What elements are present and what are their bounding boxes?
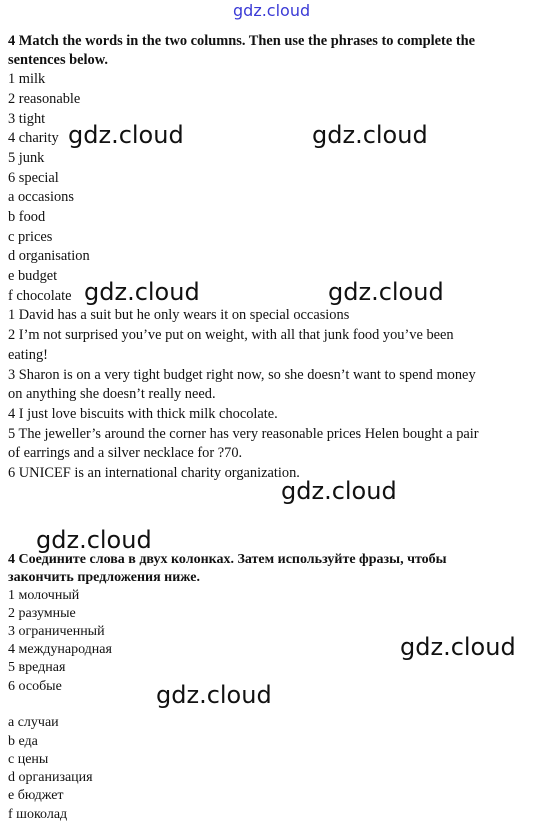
watermark-text: gdz.cloud	[281, 477, 397, 505]
exercise-heading-en-line1: 4 Match the words in the two columns. Then use the phrases to complete the	[8, 33, 476, 49]
ru-word-item-c: c цены	[8, 752, 49, 767]
exercise-heading-ru-line1: 4 Соедините слова в двух колонках. Затем используйте фразы, чтобы	[8, 552, 447, 567]
answer-sentence-2-cont: eating!	[8, 347, 48, 363]
ru-word-item-6: 6 особые	[8, 679, 62, 694]
ru-word-item-b: b еда	[8, 734, 38, 749]
ru-word-item-2: 2 разумные	[8, 606, 76, 621]
watermark-text: gdz.cloud	[156, 681, 272, 709]
ru-word-item-a: a случаи	[8, 715, 59, 730]
watermark-text: gdz.cloud	[312, 121, 428, 149]
ru-word-item-1: 1 молочный	[8, 588, 80, 603]
answer-sentence-2: 2 I’m not surprised you’ve put on weight, with all that junk food you’ve been	[8, 327, 454, 343]
word-item-chocolate: f chocolate	[8, 288, 72, 304]
word-item-organisation: d organisation	[8, 248, 90, 264]
answer-sentence-6: 6 UNICEF is an international charity organization.	[8, 465, 300, 481]
word-item-junk: 5 junk	[8, 150, 45, 166]
ru-word-item-f: f шоколад	[8, 807, 68, 822]
watermark-text: gdz.cloud	[36, 526, 152, 554]
answer-sentence-3-cont: on anything she doesn’t really need.	[8, 386, 216, 402]
answer-sentence-5: 5 The jeweller’s around the corner has very reasonable prices Helen bought a pair	[8, 426, 479, 442]
word-item-special: 6 special	[8, 170, 59, 186]
word-item-milk: 1 milk	[8, 71, 46, 87]
watermark-text: gdz.cloud	[68, 121, 184, 149]
watermark-header: gdz.cloud	[233, 1, 311, 20]
watermark-text: gdz.cloud	[84, 278, 200, 306]
ru-word-item-3: 3 ограниченный	[8, 624, 105, 639]
answer-sentence-5-cont: of earrings and a silver necklace for ?70.	[8, 445, 243, 461]
exercise-heading-ru-line2: закончить предложения ниже.	[8, 570, 200, 585]
ru-word-item-e: e бюджет	[8, 788, 64, 803]
word-item-food: b food	[8, 209, 46, 225]
answer-sentence-3: 3 Sharon is on a very tight budget right now, so she doesn’t want to spend money	[8, 367, 476, 383]
answer-sentence-1: 1 David has a suit but he only wears it on special occasions	[8, 307, 350, 323]
watermark-text: gdz.cloud	[328, 278, 444, 306]
word-item-charity: 4 charity	[8, 130, 59, 146]
word-item-occasions: a occasions	[8, 189, 74, 205]
ru-word-item-4: 4 международная	[8, 642, 112, 657]
word-item-tight: 3 tight	[8, 111, 46, 127]
ru-word-item-d: d организация	[8, 770, 93, 785]
answer-sentence-4: 4 I just love biscuits with thick milk chocolate.	[8, 406, 278, 422]
word-item-budget: e budget	[8, 268, 58, 284]
watermark-text: gdz.cloud	[400, 633, 516, 661]
exercise-heading-en-line2: sentences below.	[8, 52, 108, 68]
word-item-prices: c prices	[8, 229, 53, 245]
word-item-reasonable: 2 reasonable	[8, 91, 81, 107]
ru-word-item-5: 5 вредная	[8, 660, 66, 675]
